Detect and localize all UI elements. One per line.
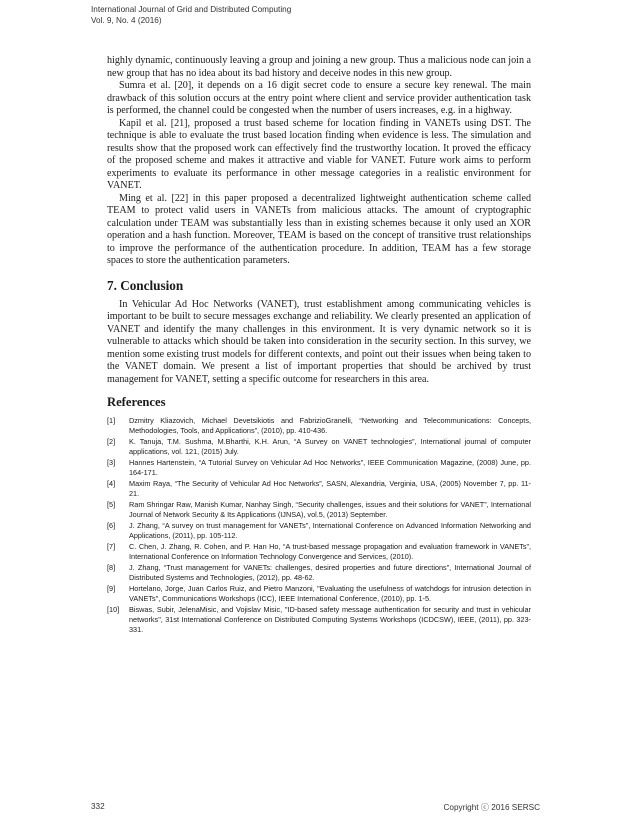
reference-text: C. Chen, J. Zhang, R. Cohen, and P. Han Ho, “A trust-based message propagation and evaluation framework in VANETs”, International Conference on Information Technology Convergence and Services, (2010). — [129, 542, 531, 561]
reference-item — [107, 584, 531, 604]
paragraph-sumra: Sumra et al. [20], it depends on a 16 digit secret code to ensure a secure key renewal. The main drawback of this solution occurs at the entry point where client and service provider authentication task is performed, the channel could be congested when the number of users increases, e.g. in a highway. — [107, 80, 531, 116]
reference-number: [3] — [107, 458, 116, 467]
reference-item — [107, 521, 531, 541]
reference-number: [4] — [107, 479, 116, 488]
reference-text: Ram Shringar Raw, Manish Kumar, Nanhay Singh, “Security challenges, issues and their solutions for VANET”, International Journal of Network Security & Its Applications (IJNSA), vol.5, (2013) September. — [129, 500, 531, 519]
reference-item — [107, 542, 531, 562]
reference-text: K. Tanuja, T.M. Sushma, M.Bharthi, K.H. Arun, “A Survey on VANET technologies”, International journal of computer applications, vol. 121, (2015) July. — [129, 437, 531, 456]
reference-number: [5] — [107, 500, 116, 509]
reference-item — [107, 563, 531, 583]
reference-text: Dzmitry Kliazovich, Michael Devetsikiotis and FabrizioGranelli, “Networking and Telecommunications: Concepts, Methodologies, Tools, and Applications”, (2010), pp. 410-436. — [129, 416, 531, 435]
reference-number: [9] — [107, 584, 116, 593]
journal-title: International Journal of Grid and Distributed Computing — [91, 5, 292, 14]
journal-volume: Vol. 9, No. 4 (2016) — [91, 16, 162, 25]
reference-number: [6] — [107, 521, 116, 530]
reference-item — [107, 605, 531, 635]
page-footer — [91, 802, 540, 813]
reference-text: J. Zhang, “A survey on trust management for VANETs”, International Conference on Advanced Information Networking and Applications, (2011), pp. 105-112. — [129, 521, 531, 540]
paragraph-ming: Ming et al. [22] in this paper proposed a decentralized lightweight authentication scheme called TEAM to protect valid users in VANETs from malicious attacks. The amount of cryptographic calculation under TEAM was substantially less than in existing schemes because it only used an XOR operation and a hash function. Moreover, TEAM is based on the concept of transitive trust relationships to improve the performance of the authentication procedure. In addition, TEAM has a few storage spaces to store the authentication parameters. — [107, 192, 531, 266]
reference-text: Hannes Hartenstein, “A Tutorial Survey on Vehicular Ad Hoc Networks”, IEEE Communication Magazine, (2008) June, pp. 164-171. — [129, 458, 531, 477]
reference-item — [107, 479, 531, 499]
reference-item — [107, 437, 531, 457]
copyright-notice: Copyright ⓒ 2016 SERSC — [443, 803, 540, 812]
reference-number: [2] — [107, 437, 116, 446]
paragraph-1: highly dynamic, continuously leaving a group and joining a new group. Thus a malicious node can join a new group that has no idea about its bad history and deceive nodes in this new group. — [107, 55, 531, 79]
reference-text: Maxim Raya, “The Security of Vehicular Ad Hoc Networks”, SASN, Alexandria, Verginia, USA, (2005) November 7, pp. 11-21. — [129, 479, 531, 498]
reference-item — [107, 458, 531, 478]
reference-item — [107, 416, 531, 436]
conclusion-heading: 7. Conclusion — [107, 277, 184, 293]
page-number: 332 — [91, 802, 105, 811]
references-heading: References — [107, 395, 166, 409]
reference-text: Hortelano, Jorge, Juan Carlos Ruiz, and Pietro Manzoni, "Evaluating the usefulness of watchdogs for intrusion detection in VANETs", Communications Workshops (ICC), IEEE International Conference, (2010), pp. 1-5. — [129, 584, 531, 603]
reference-text: J. Zhang, “Trust management for VANETs: challenges, desired properties and future directions”, International Journal of Distributed Systems and Technologies, (2012), pp. 48-62. — [129, 563, 531, 582]
running-header — [91, 4, 291, 26]
reference-number: [10] — [107, 605, 120, 614]
reference-number: [8] — [107, 563, 116, 572]
reference-text: Biswas, Subir, JelenaMisic, and Vojislav Misic, "ID-based safety message authentication for security and trust in vehicular networks", 31st International Conference on Distributed Computing Systems Workshops (ICDCSW), IEEE, (2011), pp. 323-331. — [129, 605, 531, 634]
reference-list — [107, 416, 531, 635]
reference-item — [107, 500, 531, 520]
body-text — [107, 55, 531, 636]
paragraph-kapil: Kapil et al. [21], proposed a trust based scheme for location finding in VANETs using DST. The technique is able to evaluate the trust based location finding when evidence is less. The simulation and results show that the proposed work can effectively find the trustworthy location. It proved the efficacy of the proposed scheme and makes it attractive and viable for VANET. Future work aims to perform experiments to evaluate its performance in other message categories in a realistic environment for VANET. — [107, 117, 531, 191]
conclusion-paragraph: In Vehicular Ad Hoc Networks (VANET), trust establishment among communicating vehicles is important to be built to secure messages exchange and reliability. We clearly presented an application of VANET and identify the many challenges in this environment. It is very dynamic network so it is vulnerable to attacks which should be taken into consideration in the security section. In this survey, we mention some existing trust models for different contexts, and point out their issues when being taken to the VANET domain. We present a list of important properties that should be archived by trust management for VANET, setting a specific outcome for researchers in this area. — [107, 298, 531, 385]
reference-number: [1] — [107, 416, 116, 425]
reference-number: [7] — [107, 542, 116, 551]
